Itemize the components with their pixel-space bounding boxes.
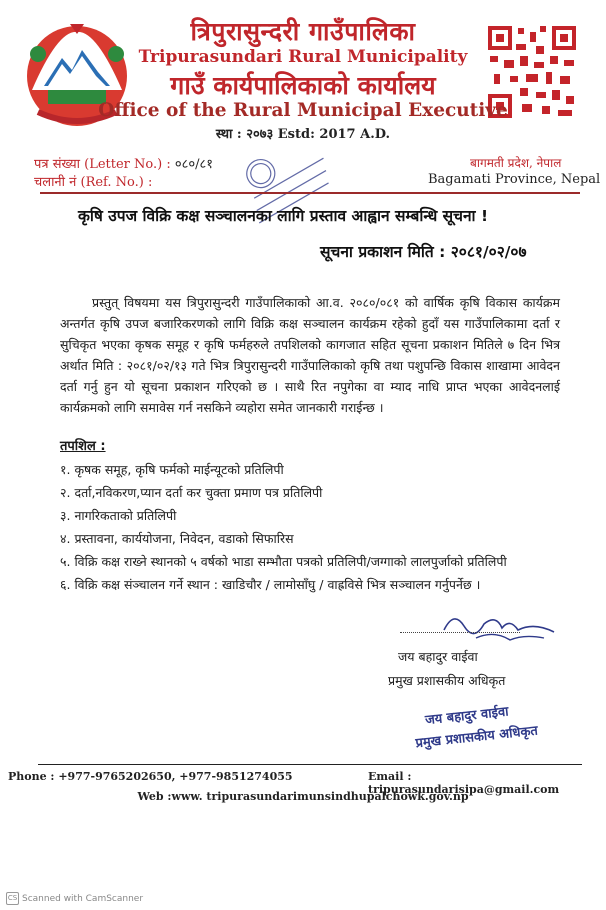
scanner-label: Scanned with CamScanner <box>22 894 144 904</box>
office-name-devanagari: गाउँ कार्यपालिकाको कार्यालय <box>170 71 436 100</box>
footer-website: Web :www. tripurasundarimunsindhupalchowk.gov.np <box>137 790 469 803</box>
camscanner-icon: CS <box>6 892 19 905</box>
details-heading: तपशिल : <box>60 439 106 454</box>
footer-email: Email : tripurasundarisipa@gmail.com <box>368 770 560 796</box>
signatory-name: जय बहादुर वाईवा <box>398 649 478 664</box>
established-year: स्था : २०७३ Estd: 2017 A.D. <box>215 127 391 142</box>
footer-phone: Phone : +977-9765202650, +977-9851274055 <box>8 770 293 783</box>
scanner-watermark <box>6 892 143 905</box>
letter-number <box>34 154 213 172</box>
details-list <box>60 458 570 596</box>
name-seal-stamp <box>410 696 560 754</box>
reference-number <box>34 172 152 190</box>
letter-number-label: पत्र संख्या (Letter No.) : <box>34 157 171 172</box>
notice-body: प्रस्तुत् विषयमा यस त्रिपुरासुन्दरी गाउँपालिकाको आ.व. २०८०/०८१ को वार्षिक कृषि विकास कार्यक्रम अन्तर्गत कृषि उपज बजारिकरणको लागि विक्रि कक्ष सञ्चालन कार्यक्रम रहेको हुदाँ यस गाउँपालिकामा दर्ता र सुचिकृत भएका कृषक समूह र कृषि फर्महरुले तपशिलको कागजात सहित सूचना प्रकाशन मितिले ७ दिन भित्र अर्थात मिति : २०८१/०२/१३ गते भित्र त्रिपुरासुन्दरी गाउँपालिकाको कृषि तथा पशुपन्छि विकास शाखामा आवेदन दर्ता गर्नु हुन यो सूचना प्रकाशन गरिएको छ । साथै रित नपुगेका वा म्याद नाधि प्राप्त भएका आवेदनलाई कार्यक्रमको लागि समावेस गर्न नसकिने व्यहोरा समेत जानकारी गराईन्छ । <box>60 295 560 415</box>
municipality-name-devanagari: त्रिपुरासुन्दरी गाउँपालिका <box>190 17 416 46</box>
office-name-english: Office of the Rural Municipal Executive <box>98 100 508 121</box>
province-devanagari: बागमती प्रदेश, नेपाल <box>470 156 562 170</box>
letter-number-value: ०८०/८१ <box>174 157 214 172</box>
province-english: Bagamati Province, Nepal <box>428 172 601 187</box>
details-item: ५. विक्रि कक्ष राख्ने स्थानको ५ वर्षको भाडा सम्भौता पत्रको प्रतिलिपी/जग्गाको लालपुर्जाको प्रतिलिपी <box>60 554 507 569</box>
details-item: ४. प्रस्तावना, कार्ययोजना, निवेदन, वडाको सिफारिस <box>60 531 294 546</box>
details-item: २. दर्ता,नविकरण,प्यान दर्ता कर चुक्ता प्रमाण पत्र प्रतिलिपी <box>60 485 323 500</box>
seal-title-text: प्रमुख प्रशासकीय अधिकृत <box>414 723 539 752</box>
header-divider <box>40 192 580 194</box>
details-item: ३. नागरिकताको प्रतिलिपी <box>60 508 177 523</box>
footer-divider <box>38 764 582 765</box>
seal-name-text: जय बहादुर वाईवा <box>424 704 510 729</box>
publish-date: सूचना प्रकाशन मिति : २०८१/०२/०७ <box>320 243 527 261</box>
details-item: १. कृषक समूह, कृषि फर्मको माईन्यूटको प्रतिलिपी <box>60 462 284 477</box>
municipality-name-english: Tripurasundari Rural Municipality <box>138 47 468 67</box>
signatory-title: प्रमुख प्रशासकीय अधिकृत <box>388 673 506 688</box>
details-item: ६. विक्रि कक्ष संञ्चालन गर्ने स्थान : खाडिचौर / लामोसाँघु / वाह्रविसे भित्र सञ्चालन गर्नुपर्नेछ । <box>60 577 481 592</box>
signature-line <box>400 632 520 633</box>
reference-number-label: चलानी नं (Ref. No.) : <box>34 175 153 190</box>
notice-subject: कृषि उपज विक्रि कक्ष सञ्चालनका लागि प्रस्ताव आह्वान सम्बन्धि सूचना ! <box>78 207 489 225</box>
